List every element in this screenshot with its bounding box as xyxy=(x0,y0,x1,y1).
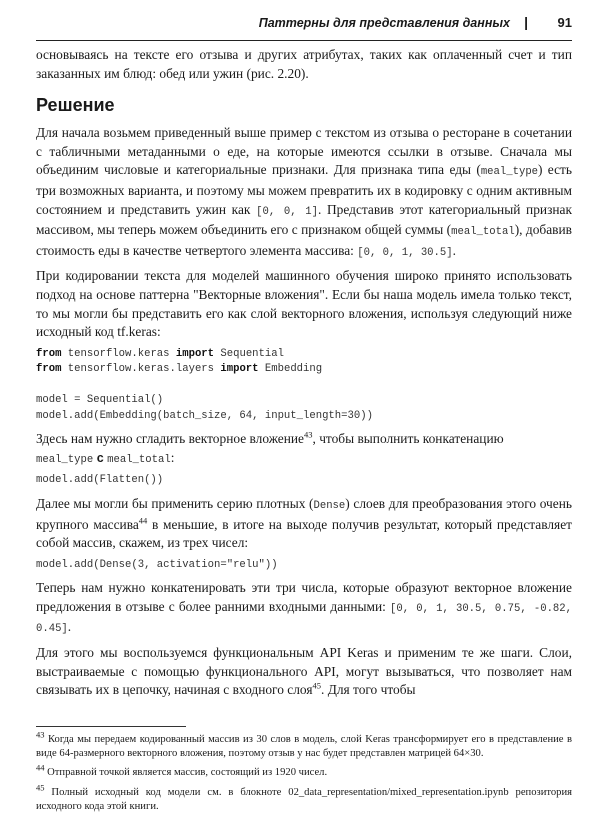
footnotes xyxy=(36,726,572,819)
footnote-number: 44 xyxy=(36,762,45,773)
code-block-1 xyxy=(36,347,572,425)
footnote-text: Полный исходный код модели см. в блокноте 02_data_representation/mixed_representation.ipynb репозитория исходного кода этой книги. xyxy=(36,786,572,812)
footnote-43 xyxy=(36,729,572,761)
p4-text-c: в меньшие, в итоге на выходе получив результат, который представляет собой массив, скажем, из трех чисел: xyxy=(36,516,573,551)
paragraph-2: При кодировании текста для моделей машинного обучения широко принято использовать подход на основе паттерна "Векторные вложения". Если бы наша модель имела только текст, то мы могли бы представить его как слой векторного вложения, используя следующий ниже исходный код tf.keras: xyxy=(36,268,572,340)
paragraph-1 xyxy=(36,124,572,262)
paragraph-4 xyxy=(36,495,572,553)
inline-code-meal-total: meal_total xyxy=(107,453,171,466)
p4-text-a: Далее мы могли бы применить серию плотных ( xyxy=(36,495,314,511)
inline-code-meal-total: meal_total xyxy=(451,226,515,239)
keyword-from: from xyxy=(36,363,62,376)
page-body xyxy=(36,46,572,705)
p6-text-b: . Для того чтобы xyxy=(321,682,416,698)
code-block-2 xyxy=(36,473,572,489)
module-name: tensorflow.keras.layers xyxy=(61,363,221,376)
paragraph-6 xyxy=(36,644,572,700)
intro-paragraph: основываясь на тексте его отзыва и других атрибутах, таких как оплаченный счет и тип заказанных им блюд: обед или ужин (рис. 2.20). xyxy=(36,47,572,81)
inline-code-concat-array: [0, 0, 1, 30.5, 0.75, -0.82, 0.45] xyxy=(36,602,572,636)
keyword-from: from xyxy=(36,347,62,360)
p1-text-a: Для начала возьмем приведенный выше пример с текстом из отзыва о ресторане в сочетании с табличными метаданными о еде, на которые имеются ссылки в отзыве. Сначала мы объединим числовые и категориальные признаки. Для признака типа еды ( xyxy=(36,125,572,178)
code-line: model.add(Flatten()) xyxy=(36,474,164,487)
inline-code-onehot: [0, 0, 1] xyxy=(256,205,318,218)
module-name: tensorflow.keras xyxy=(61,347,176,360)
keyword-import: import xyxy=(175,347,215,360)
connector-word: c xyxy=(93,450,108,465)
p6-text-a: Для этого мы воспользуемся функциональным API Keras и применим те же шаги. Слои, выстраиваемые с помощью функционального API, могут вызываться, что позволяет нам связывать их в цепочку, начиная с входного слоя xyxy=(36,644,572,698)
code-line: model.add(Dense(3, activation="relu")) xyxy=(36,558,278,571)
footnote-number: 43 xyxy=(36,729,45,740)
code-block-3 xyxy=(36,558,572,574)
p1-text-e: . xyxy=(452,242,456,258)
running-title: Паттерны для представления данных xyxy=(258,16,510,30)
footnote-text: Отправной точкой является массив, состоящий из 1920 чисел. xyxy=(44,767,328,779)
paragraph-5 xyxy=(36,579,572,639)
import-name: Embedding xyxy=(258,363,323,376)
footnote-45 xyxy=(36,782,572,814)
page-header xyxy=(36,12,572,41)
p3-text-a: Здесь нам нужно сгладить векторное вложение xyxy=(36,431,304,447)
inline-code-dense: Dense xyxy=(313,499,346,512)
inline-code-meal-type: meal_type xyxy=(480,166,539,179)
footnote-ref-43: 43 xyxy=(304,429,313,440)
inline-code-meal-type: meal_type xyxy=(36,453,94,466)
footnote-ref-45: 45 xyxy=(312,680,321,691)
p5-text-a: Теперь нам нужно конкатенировать эти три числа, которые образуют векторное вложение предложения в отзыве с более ранними входными данными: xyxy=(36,580,572,614)
p3-text-b: , чтобы выполнить конкатенацию xyxy=(312,431,504,447)
footnote-44 xyxy=(36,762,572,780)
footnote-number: 45 xyxy=(36,782,45,793)
import-name: Sequential xyxy=(214,347,284,360)
section-title: Решение xyxy=(36,95,115,116)
inline-code-array: [0, 0, 1, 30.5] xyxy=(357,246,453,259)
code-line: model = Sequential() xyxy=(36,394,164,407)
keyword-import: import xyxy=(220,363,259,376)
paragraph-3 xyxy=(36,430,572,449)
p5-text-b: . xyxy=(67,619,72,635)
p1-text-b: ) есть три возможных варианта, и поэтому мы можем превратить их в кодировку с одним активным состоянием и представить ужин как xyxy=(36,162,572,217)
header-separator: | xyxy=(524,14,528,30)
footnote-rule xyxy=(36,726,186,727)
p4-text-b: ) слоев для преобразования этого очень крупного массива xyxy=(36,495,573,532)
code-line: model.add(Embedding(batch_size, 64, input_length=30)) xyxy=(36,409,373,422)
paragraph-3-continuation xyxy=(36,449,572,470)
p3-tail: : xyxy=(170,449,175,465)
footnote-text: Когда мы передаем кодированный массив из 30 слов в модель, слой Keras трансформирует его в представление в виде 64-размерного векторного вложения, поэтому отзыв у нас будет представлен матрицей 64×30. xyxy=(36,734,572,760)
p1-text-c: . Представив этот категориальный признак массивом, мы теперь можем объединить его с признаком общей суммы ( xyxy=(36,201,572,238)
page-number: 91 xyxy=(557,15,572,30)
p1-text-d: ), добавив стоимость еды в качестве четвертого элемента массива: xyxy=(36,222,572,258)
footnote-ref-44: 44 xyxy=(138,515,148,526)
